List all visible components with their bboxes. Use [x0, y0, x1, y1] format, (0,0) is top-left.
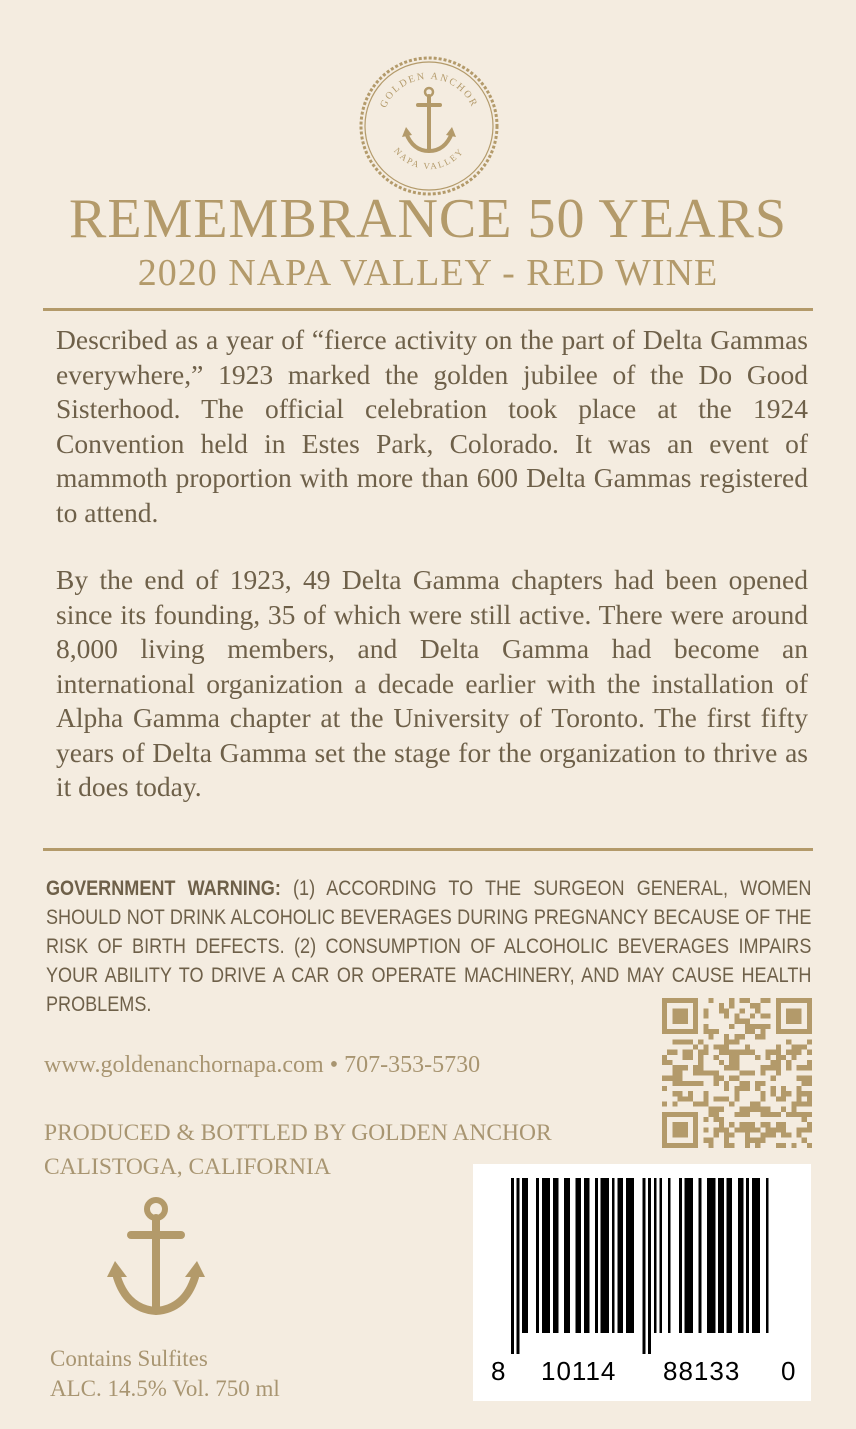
warning-label: GOVERNMENT WARNING:	[46, 877, 281, 900]
barcode-group-2: 88133	[663, 1356, 741, 1386]
contains-sulfites: Contains Sulfites	[50, 1346, 208, 1371]
story-paragraph-1: Described as a year of “fierce activity on the part of Delta Gammas everywhere,” 1923 marked the golden jubilee of the Do Good Sisterhood. The official celebration took place at the 1924 Convention held in Estes Park, Colorado. It was an event of mammoth proportion with more than 600 Delta Gammas registered to attend.	[56, 324, 808, 528]
phone-number: 707-353-5730	[344, 1052, 481, 1078]
barcode-group-1: 10114	[541, 1356, 617, 1386]
bottom-divider	[43, 848, 813, 851]
wine-title: REMEMBRANCE 50 YEARS	[68, 188, 787, 250]
wine-subtitle: 2020 NAPA VALLEY - RED WINE	[137, 252, 719, 294]
qr-code-icon[interactable]	[662, 998, 812, 1148]
anchor-icon	[105, 1195, 207, 1321]
contact-separator: •	[329, 1052, 339, 1078]
barcode	[473, 1164, 811, 1401]
warning-text: (1) ACCORDING TO THE SURGEON GENERAL, WOMEN SHOULD NOT DRINK ALCOHOLIC BEVERAGES DURING PREGNANCY BECAUSE OF THE RISK OF BIRTH DEFECTS. (2) CONSUMPTION OF ALCOHOLIC BEVERAGES IMPAIRS YOUR ABILITY TO DRIVE A CAR OR OPERATE MACHINERY, AND MAY CAUSE HEALTH PROBLEMS.	[46, 877, 812, 1016]
producer-line-2: CALISTOGA, CALIFORNIA	[44, 1154, 331, 1180]
barcode-bars-icon	[511, 1178, 777, 1354]
story-paragraph-2: By the end of 1923, 49 Delta Gamma chapters had been opened since its founding, 35 of which were still active. There were around 8,000 living members, and Delta Gamma had become an international organization a decade earlier with the installation of Alpha Gamma chapter at the University of Toronto. The first fifty years of Delta Gamma set the stage for the organization to thrive as it does today.	[56, 564, 808, 802]
svg-text:GOLDEN ANCHOR: GOLDEN ANCHOR	[378, 70, 480, 110]
contact-line	[44, 1052, 480, 1079]
barcode-digit-left: 8	[491, 1356, 507, 1386]
top-divider	[43, 308, 813, 311]
website-link[interactable]: www.goldenanchornapa.com	[44, 1052, 324, 1078]
golden-anchor-seal-logo	[358, 55, 500, 197]
sulfites-and-alcohol	[50, 1344, 280, 1404]
producer-line-1: PRODUCED & BOTTLED BY GOLDEN ANCHOR	[44, 1120, 552, 1146]
svg-text:NAPA VALLEY: NAPA VALLEY	[392, 145, 466, 172]
barcode-digit-right: 0	[781, 1356, 797, 1386]
alcohol-volume: ALC. 14.5% Vol. 750 ml	[50, 1376, 280, 1401]
